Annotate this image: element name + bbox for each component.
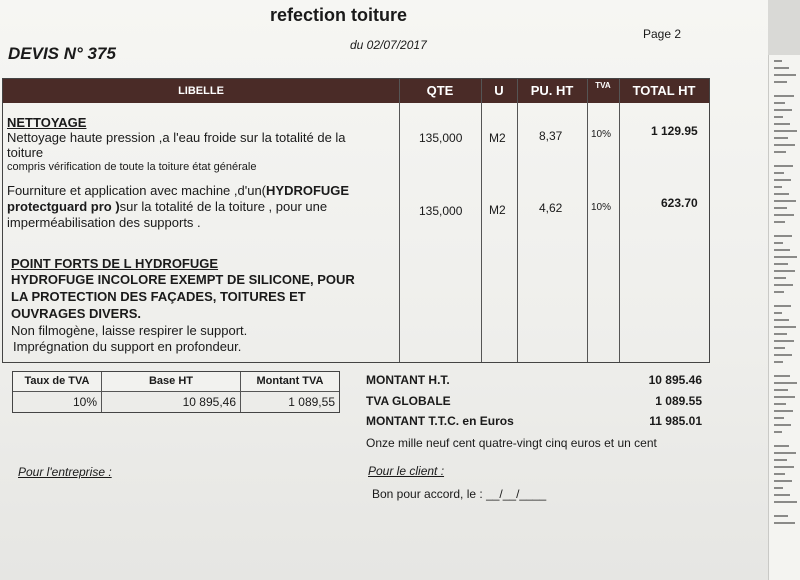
adjacent-text-mark [774, 221, 785, 223]
adjacent-text-mark [774, 417, 784, 419]
adjacent-text-mark [774, 263, 788, 265]
adjacent-text-mark [774, 312, 782, 314]
devis-number: DEVIS N° 375 [8, 44, 116, 63]
adjacent-text-mark [774, 193, 789, 195]
adjacent-text-mark [774, 424, 791, 426]
adjacent-text-mark [774, 165, 793, 167]
document-date: du 02/07/2017 [350, 38, 427, 52]
row-description [7, 183, 349, 198]
row-description-part: Fourniture et application avec machine ,d'un( [7, 183, 267, 198]
adjacent-page-edge [768, 55, 800, 580]
adjacent-text-mark [774, 137, 788, 139]
row-qte: 135,000 [419, 131, 463, 145]
adjacent-text-mark [774, 81, 787, 83]
adjacent-text-mark [774, 74, 796, 76]
adjacent-text-mark [774, 375, 790, 377]
adjacent-text-mark [774, 396, 795, 398]
adjacent-text-mark [774, 333, 787, 335]
row-unit: M2 [489, 203, 506, 217]
adjacent-text-mark [774, 60, 782, 62]
header-qte: QTE [426, 83, 454, 98]
adjacent-text-mark [774, 256, 797, 258]
adjacent-text-mark [774, 130, 797, 132]
adjacent-text-mark [774, 347, 785, 349]
adjacent-text-mark [774, 340, 794, 342]
adjacent-text-mark [774, 270, 795, 272]
table-header [3, 79, 709, 103]
adjacent-text-mark [774, 431, 782, 433]
total-in-words: Onze mille neuf cent quatre-vingt cinq euros et un cent [366, 436, 657, 450]
adjacent-text-mark [774, 473, 785, 475]
adjacent-text-mark [774, 361, 783, 363]
header-u: U [494, 83, 504, 98]
quote-table [2, 78, 710, 363]
adjacent-text-mark [774, 102, 785, 104]
row-total: 623.70 [661, 196, 698, 210]
total-ht-label: MONTANT H.T. [366, 373, 450, 387]
adjacent-text-mark [774, 389, 788, 391]
signature-client-label: Pour le client : [368, 464, 445, 478]
header-total-ht: TOTAL HT [632, 83, 696, 98]
adjacent-text-mark [774, 522, 795, 524]
row-title: NETTOYAGE [7, 115, 87, 130]
row-tva: 10% [591, 129, 612, 140]
total-tva-value: 1 089.55 [655, 394, 702, 408]
adjacent-text-mark [774, 403, 786, 405]
adjacent-text-mark [774, 109, 792, 111]
tva-header-base: Base HT [102, 372, 240, 391]
adjacent-text-mark [774, 445, 789, 447]
adjacent-text-mark [774, 277, 786, 279]
row-description [7, 199, 327, 214]
tva-base: 10 895,46 [182, 395, 236, 409]
adjacent-text-mark [774, 326, 796, 328]
tva-rate: 10% [72, 395, 97, 409]
bon-pour-accord: Bon pour accord, le : __/__/____ [372, 487, 547, 501]
row-total: 1 129.95 [651, 124, 698, 138]
adjacent-text-mark [774, 116, 783, 118]
row-description: compris vérification de toute la toiture état générale [7, 161, 257, 173]
adjacent-text-mark [774, 354, 792, 356]
adjacent-text-mark [774, 382, 797, 384]
adjacent-text-mark [774, 319, 789, 321]
adjacent-text-mark [774, 305, 791, 307]
row-description-part: sur la totalité de la toiture , pour une [119, 199, 328, 214]
adjacent-text-mark [774, 67, 789, 69]
column-divider [587, 79, 588, 362]
adjacent-text-mark [774, 214, 794, 216]
points-forts-line: Imprégnation du support en profondeur. [13, 339, 242, 354]
header-tva: TVA [595, 81, 611, 90]
points-forts-line: HYDROFUGE INCOLORE EXEMPT DE SILICONE, POUR [11, 272, 355, 287]
points-forts-line: Non filmogène, laisse respirer le support. [11, 323, 248, 338]
adjacent-text-mark [774, 515, 788, 517]
row-divider [13, 391, 339, 392]
adjacent-text-mark [774, 151, 786, 153]
row-description: toiture [7, 145, 44, 160]
adjacent-text-mark [774, 207, 787, 209]
adjacent-text-mark [774, 501, 797, 503]
adjacent-text-mark [774, 242, 783, 244]
tva-header-montant: Montant TVA [241, 372, 339, 391]
adjacent-text-mark [774, 249, 790, 251]
total-ttc-label: MONTANT T.T.C. en Euros [366, 414, 514, 428]
adjacent-text-mark [774, 179, 791, 181]
adjacent-text-mark [774, 480, 792, 482]
adjacent-text-mark [774, 186, 782, 188]
adjacent-text-mark [774, 144, 795, 146]
row-description-bold: protectguard pro ) [7, 199, 120, 214]
adjacent-text-mark [774, 95, 794, 97]
adjacent-text-mark [774, 459, 787, 461]
total-ht-value: 10 895.46 [648, 373, 702, 387]
points-forts-line: OUVRAGES DIVERS. [11, 306, 142, 321]
adjacent-text-mark [774, 123, 790, 125]
points-forts-title: POINT FORTS DE L HYDROFUGE [11, 256, 219, 271]
tva-header-taux: Taux de TVA [13, 372, 101, 391]
page-number: Page 2 [643, 27, 682, 41]
row-unit: M2 [489, 131, 506, 145]
points-forts-line: LA PROTECTION DES FAÇADES, TOITURES ET [11, 289, 306, 304]
document-title: refection toiture [270, 5, 408, 25]
tva-amount: 1 089,55 [288, 395, 335, 409]
header-pu-ht: PU. HT [530, 83, 574, 98]
adjacent-text-mark [774, 284, 793, 286]
total-tva-label: TVA GLOBALE [366, 394, 451, 408]
column-divider [517, 79, 518, 362]
adjacent-text-mark [774, 487, 783, 489]
row-qte: 135,000 [419, 204, 463, 218]
adjacent-text-mark [774, 494, 790, 496]
row-pu: 8,37 [539, 129, 563, 143]
adjacent-text-mark [774, 172, 784, 174]
total-ttc-value: 11 985.01 [649, 414, 702, 428]
column-divider [619, 79, 620, 362]
adjacent-text-mark [774, 452, 796, 454]
adjacent-text-mark [774, 235, 792, 237]
row-description-bold: HYDROFUGE [266, 183, 350, 198]
adjacent-text-mark [774, 291, 784, 293]
tva-summary-table [12, 371, 340, 413]
row-tva: 10% [591, 202, 612, 213]
header-libelle: LIBELLE [178, 85, 224, 97]
adjacent-text-mark [774, 466, 794, 468]
adjacent-text-mark [774, 200, 796, 202]
column-divider [481, 79, 482, 362]
signature-entreprise-label: Pour l'entreprise : [18, 465, 112, 479]
row-pu: 4,62 [539, 201, 563, 215]
row-description: Nettoyage haute pression ,a l'eau froide sur la totalité de la [7, 130, 346, 145]
column-divider [399, 79, 400, 362]
adjacent-text-mark [774, 410, 793, 412]
row-description: imperméabilisation des supports . [7, 215, 201, 230]
